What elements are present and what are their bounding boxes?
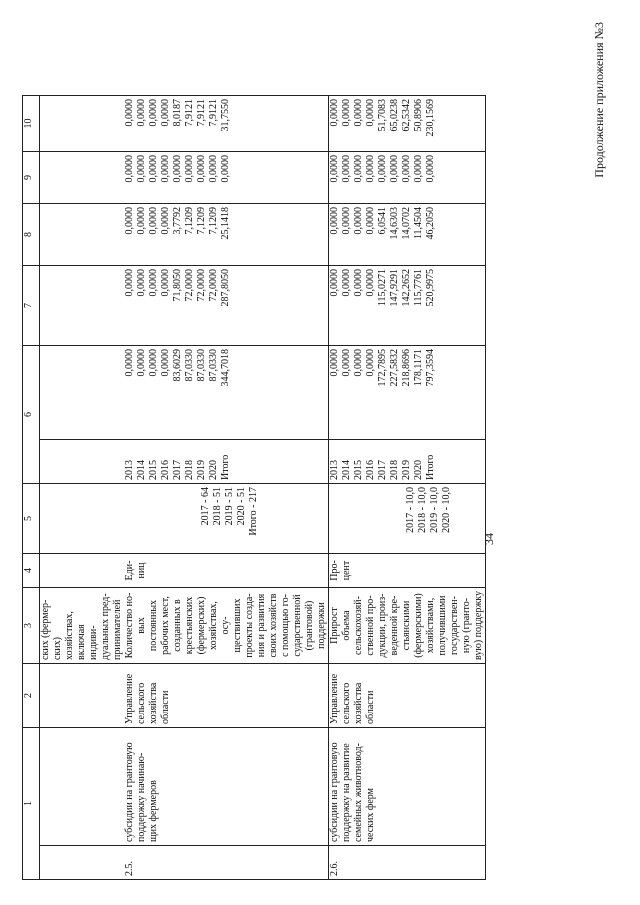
column-header-3: 3 (23, 588, 40, 664)
targets-cell (329, 484, 486, 554)
unit-cell (124, 554, 329, 588)
column-header-10: 10 (23, 96, 40, 152)
indicator-line: (фермерскими) (413, 593, 424, 658)
value: 0,0000 (353, 99, 364, 127)
value: 0,0000 (377, 155, 388, 183)
value: 0,0000 (329, 155, 340, 183)
target-value: 2017 - 64 (200, 487, 211, 526)
year-label: 2017 (172, 460, 183, 480)
value: 0,0000 (208, 155, 219, 183)
year-label: 2020 (208, 460, 219, 480)
value: 0,0000 (353, 207, 364, 235)
value-cell-col6 (329, 346, 486, 440)
column-header-2: 2 (23, 664, 40, 728)
value: 0,0000 (160, 99, 171, 127)
unit-line: ниц (136, 562, 147, 579)
years-cell (124, 440, 329, 484)
page-number: 34 (482, 533, 496, 545)
value: 0,0000 (124, 155, 135, 183)
measure-name-line: щих фермеров (148, 780, 159, 842)
value: 0,0000 (365, 269, 376, 297)
value: 0,0000 (172, 155, 183, 183)
target-value: 2017 - 10,0 (405, 487, 416, 533)
value: 0,0000 (341, 269, 352, 297)
measure-name-cell (329, 728, 486, 846)
unit-line: цент (341, 560, 352, 581)
target-value: 2018 - 51 (212, 487, 223, 526)
value: 0,0000 (136, 155, 147, 183)
value: 8,0187 (172, 99, 183, 127)
column-header-1: 1 (23, 728, 40, 880)
value: 0,0000 (220, 155, 231, 183)
indicator-line: проекты созда- (244, 593, 255, 658)
value: 344,7018 (220, 349, 231, 387)
indicator-line: вых постоянных (136, 599, 159, 652)
year-label: Итого (425, 454, 436, 480)
value: 0,0000 (148, 155, 159, 183)
year-label: 2013 (329, 460, 340, 480)
indicator-line: своих хозяйств (268, 593, 279, 658)
value: 0,0000 (184, 155, 195, 183)
executor-line: области (160, 690, 171, 724)
indicator-line: хозяйствах, осу- (208, 601, 231, 650)
table-row (124, 96, 329, 880)
measure-name-line: ческих ферм (365, 788, 376, 842)
column-header-7: 7 (23, 266, 40, 346)
carryover-num-cell (40, 846, 125, 880)
value: 0,0000 (353, 269, 364, 297)
value: 7,9121 (196, 99, 207, 127)
value: 0,0000 (425, 155, 436, 183)
value: 0,0000 (136, 99, 147, 127)
value-cell-col7 (329, 266, 486, 346)
target-value: 2020 - 10,0 (441, 487, 452, 533)
value: 218,8696 (401, 349, 412, 387)
measure-name-line: субсидии на грантовую (329, 742, 340, 842)
year-label: 2016 (365, 460, 376, 480)
carryover-name-cell (40, 728, 125, 846)
indicator-line: веденной кре- (389, 595, 400, 656)
value: 0,0000 (341, 99, 352, 127)
value: 87,0330 (184, 349, 195, 382)
indicator-line: вую) поддержку (473, 591, 484, 660)
indicator-line: крестьянских (184, 596, 195, 655)
value: 0,0000 (341, 155, 352, 183)
target-value: 2018 - 10,0 (417, 487, 428, 533)
year-label: 2018 (184, 460, 195, 480)
value: 0,0000 (160, 155, 171, 183)
executor-line: хозяйства (148, 682, 159, 724)
indicator-line: хозяйствами, (425, 597, 436, 654)
value-cell-col8 (124, 204, 329, 266)
executor-cell (124, 664, 329, 728)
executor-line: сельского (341, 682, 352, 724)
value: 147,9291 (389, 269, 400, 307)
value: 0,0000 (365, 207, 376, 235)
column-header-8: 8 (23, 204, 40, 266)
indicator-line: сельскохозяй- (353, 596, 364, 655)
indicator-line: ществивших (232, 598, 243, 653)
value: 7,9121 (208, 99, 219, 127)
value: 0,0000 (124, 99, 135, 127)
carryover-indicator-cell (40, 588, 125, 664)
value: 0,0000 (413, 155, 424, 183)
value: 230,1569 (425, 99, 436, 137)
executor-line: хозяйства (353, 682, 364, 724)
indicator-line: получившими (437, 595, 448, 656)
value-cell-col9 (124, 152, 329, 204)
value-cell-col10 (124, 96, 329, 152)
executor-line: Управление (329, 673, 340, 724)
carryover-row (40, 96, 125, 880)
value: 7,1209 (208, 207, 219, 235)
indicator-line: Количество но- (124, 592, 135, 659)
value: 72,0000 (196, 269, 207, 302)
target-value: 2019 - 10,0 (429, 487, 440, 533)
carryover-line: дуальных пред- (100, 593, 111, 660)
value-cell-col6 (124, 346, 329, 440)
value: 0,0000 (136, 349, 147, 377)
value: 0,0000 (148, 349, 159, 377)
value: 0,0000 (329, 207, 340, 235)
value-cell-col8 (329, 204, 486, 266)
value: 7,1209 (184, 207, 195, 235)
target-value: 2019 - 51 (224, 487, 235, 526)
targets-cell (124, 484, 329, 554)
value: 0,0000 (160, 269, 171, 297)
year-label: 2016 (160, 460, 171, 480)
indicator-line: государствен- (449, 596, 460, 655)
indicator-line: (грантовой) (304, 600, 315, 651)
executor-line: Управление (124, 673, 135, 724)
indicator-line: Прирост объема (329, 607, 352, 644)
value: 72,0000 (208, 269, 219, 302)
indicator-cell (329, 588, 486, 664)
value: 83,6029 (172, 349, 183, 382)
value-cell-col10 (329, 96, 486, 152)
year-label: 2020 (413, 460, 424, 480)
indicator-line: стьянскими (401, 600, 412, 651)
value: 227,5832 (389, 349, 400, 387)
value-cell-col7 (124, 266, 329, 346)
year-label: 2013 (124, 460, 135, 480)
unit-cell (329, 554, 486, 588)
value: 46,2050 (425, 207, 436, 240)
measure-name-line: субсидии на грантовую (124, 742, 135, 842)
value: 172,7895 (377, 349, 388, 387)
year-label: 2015 (148, 460, 159, 480)
value: 115,0271 (377, 269, 388, 307)
value: 0,0000 (353, 349, 364, 377)
value: 520,9975 (425, 269, 436, 307)
indicator-line: ную (гранто- (461, 597, 472, 654)
value: 0,0000 (329, 99, 340, 127)
program-table (22, 95, 486, 880)
value: 0,0000 (160, 349, 171, 377)
year-label: 2018 (389, 460, 400, 480)
table-row (329, 96, 486, 880)
value: 14,6303 (389, 207, 400, 240)
carryover-line: включая индиви- (76, 624, 99, 660)
year-label: 2014 (341, 460, 352, 480)
unit-line: Про- (329, 560, 340, 581)
indicator-line: ственной про- (365, 595, 376, 656)
value: 62,5342 (401, 99, 412, 132)
column-header-4: 4 (23, 554, 40, 588)
column-header-6: 6 (23, 346, 40, 484)
target-value: Итого - 217 (248, 487, 259, 536)
value: 0,0000 (124, 269, 135, 297)
year-label: 2019 (401, 460, 412, 480)
value: 0,0000 (341, 207, 352, 235)
year-label: 2014 (136, 460, 147, 480)
measure-name-line: поддержку начинаю- (136, 752, 147, 842)
carryover-executor-cell (40, 664, 125, 728)
value: 287,8050 (220, 269, 231, 307)
value: 0,0000 (365, 99, 376, 127)
value: 0,0000 (148, 207, 159, 235)
indicator-cell (124, 588, 329, 664)
years-cell (329, 440, 486, 484)
value: 0,0000 (389, 155, 400, 183)
value: 31,7550 (220, 99, 231, 132)
value: 0,0000 (365, 349, 376, 377)
target-value: 2020 - 51 (236, 487, 247, 526)
value: 0,0000 (124, 207, 135, 235)
value: 142,2652 (401, 269, 412, 307)
running-head: Продолжение приложения №3 (592, 22, 606, 178)
carryover-line: принимателей (112, 599, 123, 660)
value-cell-col9 (329, 152, 486, 204)
value: 51,7083 (377, 99, 388, 132)
unit-line: Еди- (124, 560, 135, 581)
measure-name-line: поддержку на развитие (341, 743, 352, 842)
column-header-5: 5 (23, 484, 40, 554)
value: 87,0330 (196, 349, 207, 382)
indicator-line: ния и развития (256, 593, 267, 658)
indicator-line: поддержки (316, 602, 327, 649)
value: 87,0330 (208, 349, 219, 382)
executor-line: области (365, 690, 376, 724)
value: 7,1209 (196, 207, 207, 235)
value: 0,0000 (401, 155, 412, 183)
indicator-line: созданных в (172, 599, 183, 652)
value: 0,0000 (136, 269, 147, 297)
value: 14,0702 (401, 207, 412, 240)
indicator-line: сударственной (292, 594, 303, 657)
value: 178,1171 (413, 349, 424, 387)
row-number: 2.5. (124, 846, 329, 880)
value: 0,0000 (148, 269, 159, 297)
value: 797,3594 (425, 349, 436, 387)
value: 0,0000 (341, 349, 352, 377)
carryover-line: ских) хозяйствах, (52, 611, 75, 660)
year-label: Итого (220, 454, 231, 480)
value: 6,0541 (377, 207, 388, 235)
value: 0,0000 (124, 349, 135, 377)
year-label: 2017 (377, 460, 388, 480)
value: 0,0000 (148, 99, 159, 127)
value: 0,0000 (365, 155, 376, 183)
row-number: 2.6. (329, 846, 486, 880)
value: 71,8050 (172, 269, 183, 302)
executor-cell (329, 664, 486, 728)
column-header-9: 9 (23, 152, 40, 204)
column-number-row (23, 96, 40, 880)
value: 0,0000 (196, 155, 207, 183)
value: 7,9121 (184, 99, 195, 127)
indicator-line: с помощью го- (280, 594, 291, 657)
measure-name-cell (124, 728, 329, 846)
executor-line: сельского (136, 682, 147, 724)
value: 0,0000 (329, 349, 340, 377)
year-label: 2019 (196, 460, 207, 480)
indicator-line: рабочих мест, (160, 596, 171, 655)
value: 3,7792 (172, 207, 183, 235)
value: 50,8906 (413, 99, 424, 132)
value: 65,0238 (389, 99, 400, 132)
value: 0,0000 (353, 155, 364, 183)
value: 0,0000 (329, 269, 340, 297)
indicator-line: (фермерских) (196, 596, 207, 655)
value: 11,4504 (413, 207, 424, 240)
carryover-line: ских (фермер- (40, 599, 51, 660)
value: 25,1418 (220, 207, 231, 240)
value: 0,0000 (136, 207, 147, 235)
value: 115,7761 (413, 269, 424, 307)
value: 0,0000 (160, 207, 171, 235)
year-label: 2015 (353, 460, 364, 480)
indicator-line: дукции, произ- (377, 593, 388, 658)
value: 72,0000 (184, 269, 195, 302)
measure-name-line: семейных животновод- (353, 743, 364, 842)
